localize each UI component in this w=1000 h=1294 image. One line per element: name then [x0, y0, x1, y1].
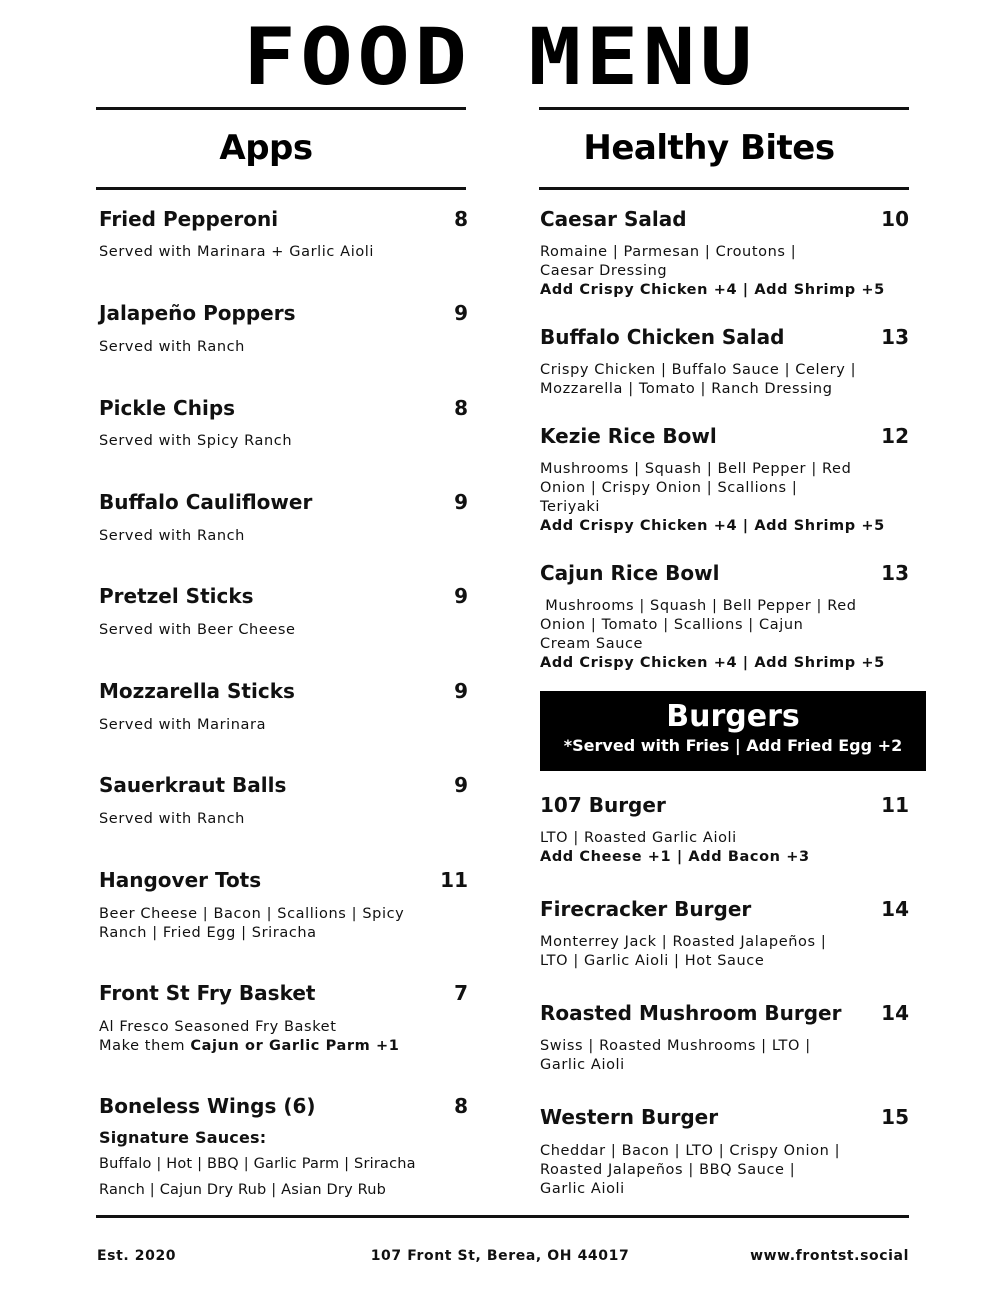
burger-item-desc: LTO | Roasted Garlic Aioli [540, 830, 737, 846]
healthy-item-desc: Caesar Dressing [540, 263, 668, 279]
apps-item-desc: Served with Beer Cheese [99, 622, 296, 638]
apps-item-price: 9 [454, 773, 468, 797]
burger-item-name: Western Burger [540, 1105, 719, 1129]
apps-item-desc: Served with Marinara + Garlic Aioli [99, 244, 375, 260]
healthy-item-desc: Teriyaki [540, 499, 600, 515]
burger-item-desc: Monterrey Jack | Roasted Jalapeños | [540, 934, 827, 950]
healthy-item-desc: Onion | Crispy Onion | Scallions | [540, 480, 798, 496]
apps-item-price: 9 [454, 490, 468, 514]
apps-item-name: Sauerkraut Balls [99, 773, 287, 797]
apps-item-name: Pretzel Sticks [99, 584, 254, 608]
healthy-item-addon: Add Crispy Chicken +4 | Add Shrimp +5 [540, 282, 885, 298]
burger-item-name: 107 Burger [540, 793, 666, 817]
apps-item-name: Front St Fry Basket [99, 981, 316, 1005]
healthy-item-desc: Crispy Chicken | Buffalo Sauce | Celery | [540, 362, 857, 378]
burgers-heading: Burgers [666, 699, 800, 734]
healthy-heading: Healthy Bites [583, 128, 835, 168]
apps-item-name: Mozzarella Sticks [99, 679, 295, 703]
burger-item-desc: Swiss | Roasted Mushrooms | LTO | [540, 1038, 811, 1054]
apps-item-price: 9 [454, 584, 468, 608]
healthy-item-price: 13 [881, 561, 909, 585]
healthy-bottom-rule [539, 187, 909, 190]
apps-item-desc: Served with Spicy Ranch [99, 433, 293, 449]
apps-item-desc: Beer Cheese | Bacon | Scallions | Spicy [99, 906, 405, 922]
burgers-subheading: *Served with Fries | Add Fried Egg +2 [563, 736, 903, 755]
apps-item-name: Boneless Wings (6) [99, 1094, 316, 1118]
apps-item-price: 8 [454, 1094, 468, 1118]
healthy-item-addon: Add Crispy Chicken +4 | Add Shrimp +5 [540, 518, 885, 534]
healthy-item-addon: Add Crispy Chicken +4 | Add Shrimp +5 [540, 655, 885, 671]
footer-address: 107 Front St, Berea, OH 44017 [370, 1248, 630, 1264]
healthy-item-price: 12 [881, 424, 909, 448]
apps-item-desc: Served with Ranch [99, 811, 245, 827]
healthy-item-name: Cajun Rice Bowl [540, 561, 720, 585]
addon-bold: Cajun or Garlic Parm +1 [190, 1038, 400, 1054]
burger-item-price: 11 [881, 793, 909, 817]
burger-item-price: 14 [881, 1001, 909, 1025]
apps-item-name: Jalapeño Poppers [99, 301, 296, 325]
apps-item-name: Fried Pepperoni [99, 207, 279, 231]
healthy-item-price: 10 [881, 207, 909, 231]
addon-prefix: Make them [99, 1038, 191, 1054]
healthy-top-rule [539, 107, 909, 110]
apps-heading: Apps [219, 128, 313, 168]
burger-item-desc: Roasted Jalapeños | BBQ Sauce | [540, 1162, 796, 1178]
apps-item-price: 8 [454, 396, 468, 420]
healthy-item-desc: Onion | Tomato | Scallions | Cajun [540, 617, 804, 633]
apps-item-desc: Served with Ranch [99, 339, 245, 355]
healthy-item-desc: Mozzarella | Tomato | Ranch Dressing [540, 381, 833, 397]
footer-rule [96, 1215, 909, 1218]
burger-item-desc: Garlic Aioli [540, 1181, 625, 1197]
apps-item-name: Buffalo Cauliflower [99, 490, 313, 514]
menu-title: FOOD MENU [243, 13, 757, 103]
apps-item-name: Pickle Chips [99, 396, 236, 420]
apps-item-name: Hangover Tots [99, 868, 262, 892]
apps-bottom-rule [96, 187, 466, 190]
burger-item-desc: Garlic Aioli [540, 1057, 625, 1073]
burger-item-price: 15 [881, 1105, 909, 1129]
apps-item-price: 11 [440, 868, 468, 892]
apps-item-price: 9 [454, 679, 468, 703]
burger-item-price: 14 [881, 897, 909, 921]
apps-item-desc: Buffalo | Hot | BBQ | Garlic Parm | Sriracha [99, 1156, 416, 1172]
apps-item-price: 8 [454, 207, 468, 231]
apps-item-desc: Served with Ranch [99, 528, 245, 544]
footer-website: www.frontst.social [750, 1248, 909, 1264]
apps-item-desc: Served with Marinara [99, 717, 267, 733]
apps-item-desc: Ranch | Cajun Dry Rub | Asian Dry Rub [99, 1182, 387, 1198]
healthy-item-desc: Mushrooms | Squash | Bell Pepper | Red [540, 598, 857, 614]
burger-item-desc: Cheddar | Bacon | LTO | Crispy Onion | [540, 1143, 841, 1159]
apps-top-rule [96, 107, 466, 110]
footer-established: Est. 2020 [97, 1248, 177, 1264]
healthy-item-name: Kezie Rice Bowl [540, 424, 717, 448]
apps-item-price: 7 [454, 981, 468, 1005]
healthy-item-name: Caesar Salad [540, 207, 687, 231]
healthy-item-desc: Cream Sauce [540, 636, 644, 652]
healthy-item-price: 13 [881, 325, 909, 349]
burger-item-name: Roasted Mushroom Burger [540, 1001, 842, 1025]
burger-item-name: Firecracker Burger [540, 897, 752, 921]
healthy-item-name: Buffalo Chicken Salad [540, 325, 785, 349]
sauces-label: Signature Sauces: [99, 1128, 267, 1147]
apps-item-price: 9 [454, 301, 468, 325]
burger-item-desc: LTO | Garlic Aioli | Hot Sauce [540, 953, 765, 969]
apps-item-desc: Al Fresco Seasoned Fry Basket [99, 1019, 337, 1035]
healthy-item-desc: Romaine | Parmesan | Croutons | [540, 244, 797, 260]
burger-item-addon: Add Cheese +1 | Add Bacon +3 [540, 849, 810, 865]
healthy-item-desc: Mushrooms | Squash | Bell Pepper | Red [540, 461, 852, 477]
burgers-banner [540, 691, 926, 771]
apps-item-addon [99, 1037, 399, 1056]
apps-item-desc: Ranch | Fried Egg | Sriracha [99, 925, 317, 941]
